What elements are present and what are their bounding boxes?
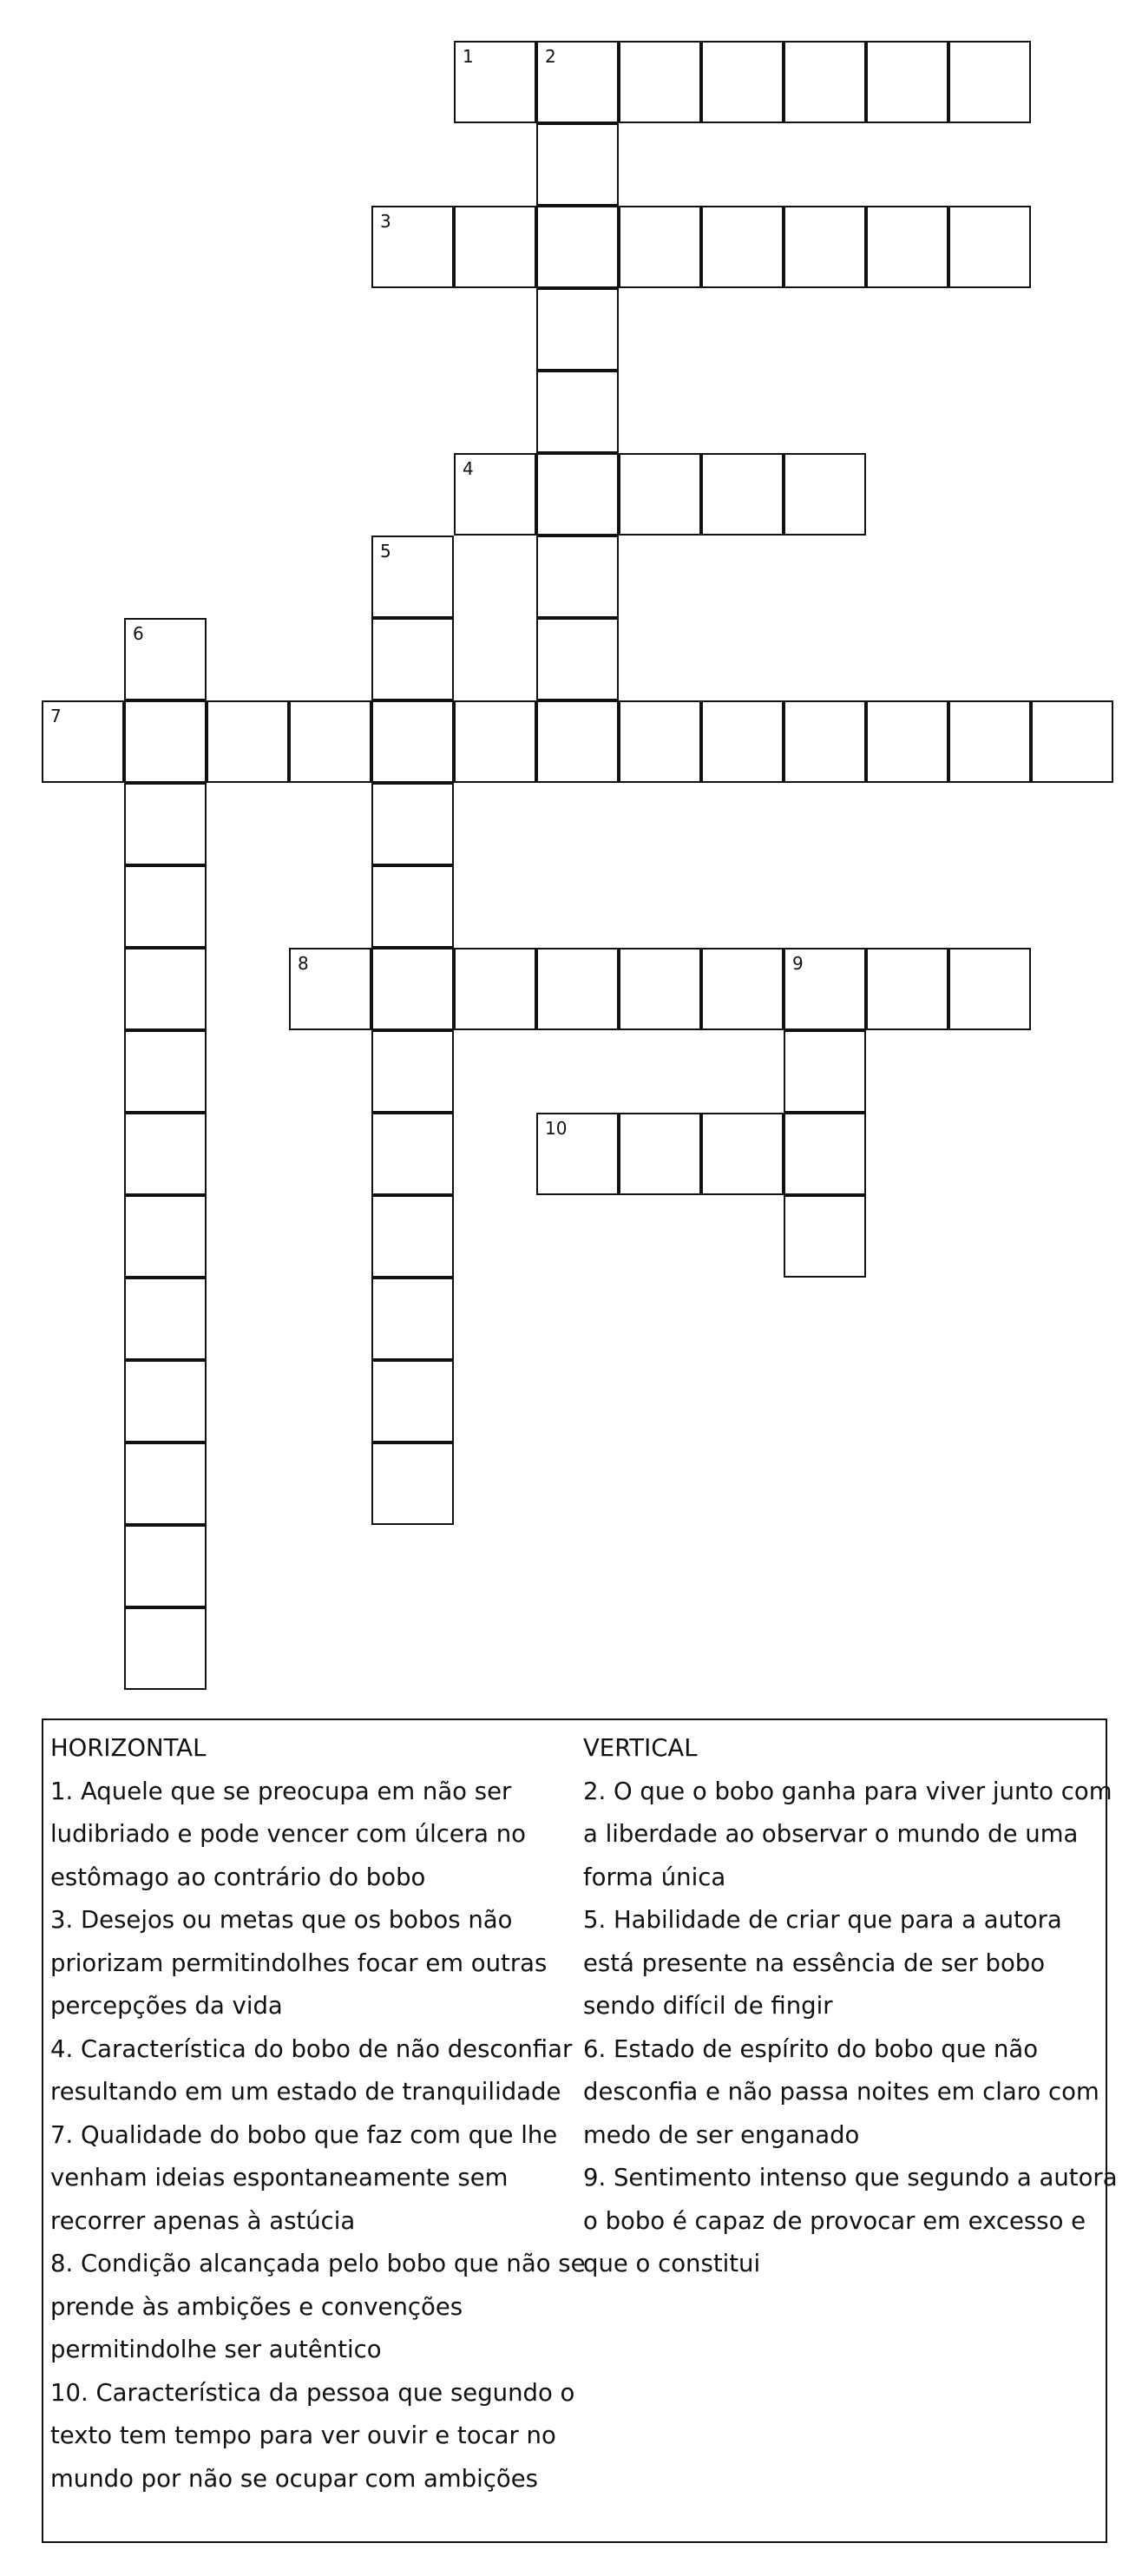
- crossword-cell[interactable]: [784, 1030, 866, 1113]
- clue-line: mundo por não se ocupar com ambições: [50, 2464, 538, 2493]
- crossword-cell[interactable]: [42, 700, 124, 783]
- crossword-cell[interactable]: [619, 41, 701, 123]
- clue-line: 2. O que o bobo ganha para viver junto com: [583, 1777, 1112, 1805]
- crossword-cell[interactable]: [124, 1278, 207, 1360]
- crossword-cell[interactable]: [784, 1113, 866, 1195]
- crossword-cell[interactable]: [536, 206, 619, 288]
- crossword-cell[interactable]: [536, 700, 619, 783]
- clue-line: estômago ao contrário do bobo: [50, 1863, 426, 1891]
- clue-line: 3. Desejos ou metas que os bobos não: [50, 1906, 513, 1934]
- clue-line: forma única: [583, 1863, 726, 1891]
- crossword-cell[interactable]: [701, 700, 784, 783]
- crossword-cell[interactable]: [371, 1278, 454, 1360]
- crossword-cell[interactable]: [207, 700, 289, 783]
- clue-line: sendo difícil de fingir: [583, 1992, 833, 2020]
- crossword-cell[interactable]: [371, 618, 454, 700]
- crossword-cell[interactable]: [289, 700, 371, 783]
- crossword-cell[interactable]: [948, 948, 1031, 1030]
- crossword-cell[interactable]: [371, 1360, 454, 1442]
- clue-number: 6: [133, 623, 144, 644]
- clue-line: 6. Estado de espírito do bobo que não: [583, 2034, 1039, 2063]
- crossword-cell[interactable]: [371, 1030, 454, 1113]
- crossword-cell[interactable]: [454, 453, 536, 536]
- vertical-title: VERTICAL: [583, 1734, 698, 1762]
- clue-number: 7: [50, 706, 62, 726]
- horizontal-title: HORIZONTAL: [50, 1734, 207, 1762]
- crossword-cell[interactable]: [124, 783, 207, 865]
- crossword-cell[interactable]: [124, 1607, 207, 1690]
- clue-number: 8: [298, 953, 309, 974]
- crossword-cell[interactable]: [124, 1195, 207, 1278]
- crossword-cell[interactable]: [371, 783, 454, 865]
- crossword-cell[interactable]: [619, 948, 701, 1030]
- crossword-cell[interactable]: [784, 700, 866, 783]
- clue-number: 4: [463, 458, 474, 479]
- clue-line: está presente na essência de ser bobo: [583, 1948, 1046, 1977]
- crossword-cell[interactable]: [124, 948, 207, 1030]
- crossword-cell[interactable]: [619, 1113, 701, 1195]
- clue-line: 4. Característica do bobo de não desconfiar: [50, 2034, 573, 2063]
- clue-line: permitindolhe ser autêntico: [50, 2336, 382, 2363]
- crossword-cell[interactable]: [536, 618, 619, 700]
- crossword-cell[interactable]: [536, 948, 619, 1030]
- clue-number: 5: [380, 541, 391, 562]
- clue-line: 5. Habilidade de criar que para a autora: [583, 1906, 1062, 1934]
- crossword-cell[interactable]: [371, 1113, 454, 1195]
- clue-line: resultando em um estado de tranquilidade: [50, 2078, 561, 2106]
- crossword-cell[interactable]: [454, 700, 536, 783]
- clue-line: percepções da vida: [50, 1992, 283, 2020]
- crossword-cell[interactable]: [124, 618, 207, 700]
- crossword-cell[interactable]: [371, 1442, 454, 1525]
- crossword-cell[interactable]: [866, 700, 948, 783]
- crossword-cell[interactable]: [124, 1442, 207, 1525]
- clues-box: [42, 1718, 1118, 2543]
- clue-line: texto tem tempo para ver ouvir e tocar no: [50, 2422, 556, 2449]
- crossword-cell[interactable]: [619, 700, 701, 783]
- crossword-cell[interactable]: [124, 700, 207, 783]
- crossword-cell[interactable]: [124, 1525, 207, 1607]
- clue-line: 10. Característica da pessoa que segundo o: [50, 2378, 575, 2407]
- crossword-cell[interactable]: [866, 41, 948, 123]
- clue-line: priorizam permitindolhes focar em outras: [50, 1948, 548, 1977]
- crossword-cell[interactable]: [701, 1113, 784, 1195]
- clue-line: prende às ambições e convenções: [50, 2292, 463, 2321]
- clue-number: 3: [380, 211, 391, 232]
- crossword-cell[interactable]: [784, 948, 866, 1030]
- crossword-cell[interactable]: [536, 536, 619, 618]
- crossword-cell[interactable]: [536, 1113, 619, 1195]
- crossword-cell[interactable]: [536, 123, 619, 206]
- crossword-cell[interactable]: [454, 41, 536, 123]
- crossword-cell[interactable]: [619, 206, 701, 288]
- crossword-cell[interactable]: [701, 453, 784, 536]
- crossword-cell[interactable]: [701, 41, 784, 123]
- clue-line: que o constitui: [583, 2250, 761, 2277]
- crossword-cell[interactable]: [866, 206, 948, 288]
- crossword-cell[interactable]: [536, 371, 619, 453]
- crossword-cell[interactable]: [289, 948, 371, 1030]
- clue-number: 2: [545, 46, 556, 67]
- crossword-cell[interactable]: [784, 41, 866, 123]
- clue-line: 1. Aquele que se preocupa em não ser: [50, 1777, 512, 1805]
- clue-number: 9: [792, 953, 804, 974]
- clue-line: 8. Condição alcançada pelo bobo que não se: [50, 2250, 586, 2277]
- crossword-cell[interactable]: [1031, 700, 1113, 783]
- horizontal-clues: [50, 1727, 586, 2500]
- crossword-cell[interactable]: [124, 1113, 207, 1195]
- clue-line: 9. Sentimento intenso que segundo a autora: [583, 2164, 1118, 2192]
- crossword-cell[interactable]: [124, 1360, 207, 1442]
- crossword-cell[interactable]: [784, 1195, 866, 1278]
- clue-line: medo de ser enganado: [583, 2120, 860, 2149]
- crossword-cell[interactable]: [371, 948, 454, 1030]
- clue-line: ludibriado e pode vencer com úlcera no: [50, 1820, 526, 1848]
- crossword-cell[interactable]: [371, 206, 454, 288]
- vertical-clues: [583, 1727, 1118, 2286]
- crossword-cell[interactable]: [124, 1030, 207, 1113]
- crossword-cell[interactable]: [701, 206, 784, 288]
- crossword-cell[interactable]: [948, 41, 1031, 123]
- crossword-cell[interactable]: [948, 206, 1031, 288]
- crossword-cell[interactable]: [536, 288, 619, 371]
- crossword-cell[interactable]: [619, 453, 701, 536]
- crossword-cell[interactable]: [371, 865, 454, 948]
- clue-line: recorrer apenas à astúcia: [50, 2206, 356, 2235]
- crossword-cell[interactable]: [124, 865, 207, 948]
- crossword-cell[interactable]: [948, 700, 1031, 783]
- crossword-cell[interactable]: [536, 453, 619, 536]
- clue-line: o bobo é capaz de provocar em excesso e: [583, 2206, 1086, 2235]
- crossword-cell[interactable]: [784, 453, 866, 536]
- clue-number: 1: [463, 46, 474, 67]
- crossword-cell[interactable]: [371, 700, 454, 783]
- crossword-cell[interactable]: [371, 1195, 454, 1278]
- clue-number: 10: [545, 1118, 568, 1139]
- crossword-cell[interactable]: [454, 948, 536, 1030]
- clue-line: 7. Qualidade do bobo que faz com que lhe: [50, 2120, 558, 2149]
- clue-line: venham ideias espontaneamente sem: [50, 2164, 509, 2192]
- clue-line: desconfia e não passa noites em claro com: [583, 2078, 1099, 2106]
- crossword-cell[interactable]: [866, 948, 948, 1030]
- crossword-cell[interactable]: [784, 206, 866, 288]
- crossword-cell[interactable]: [454, 206, 536, 288]
- crossword-cell[interactable]: [701, 948, 784, 1030]
- crossword-cell[interactable]: [371, 536, 454, 618]
- clue-line: a liberdade ao observar o mundo de uma: [583, 1820, 1079, 1848]
- crossword-cell[interactable]: [536, 41, 619, 123]
